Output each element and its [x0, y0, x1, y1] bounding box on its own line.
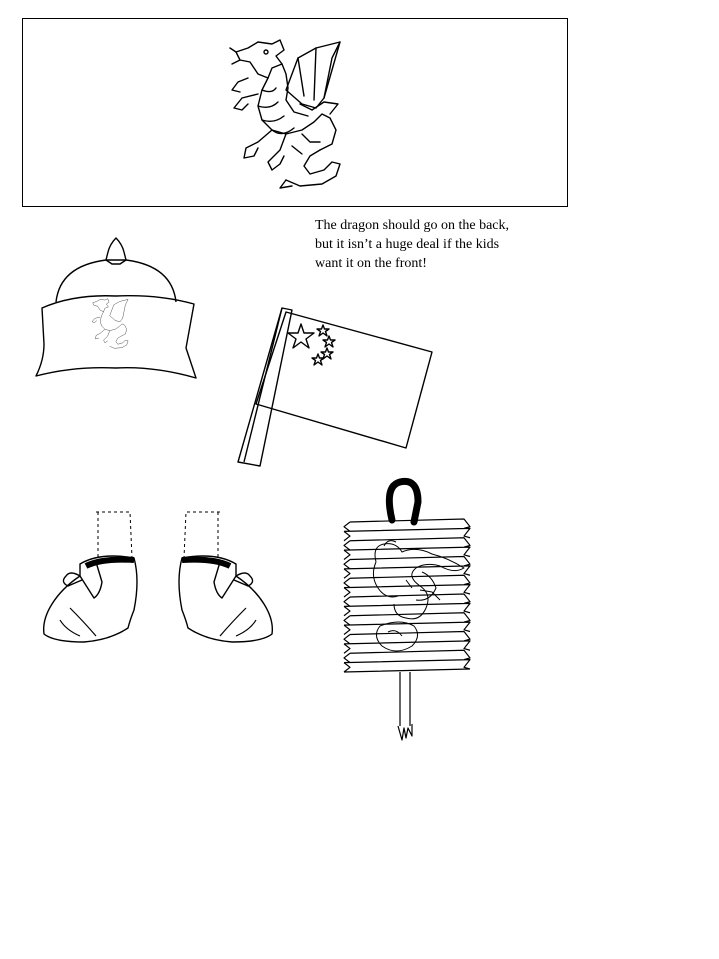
china-flag-icon — [236, 306, 436, 468]
shoe-icon — [40, 510, 140, 646]
paper-lantern-icon — [336, 476, 476, 742]
hat-icon — [34, 236, 198, 382]
dragon-icon — [228, 38, 358, 190]
instruction-note: The dragon should go on the back, but it isn’t a huge deal if the kids want it on the front! — [315, 218, 510, 271]
shoe-icon — [176, 510, 276, 646]
